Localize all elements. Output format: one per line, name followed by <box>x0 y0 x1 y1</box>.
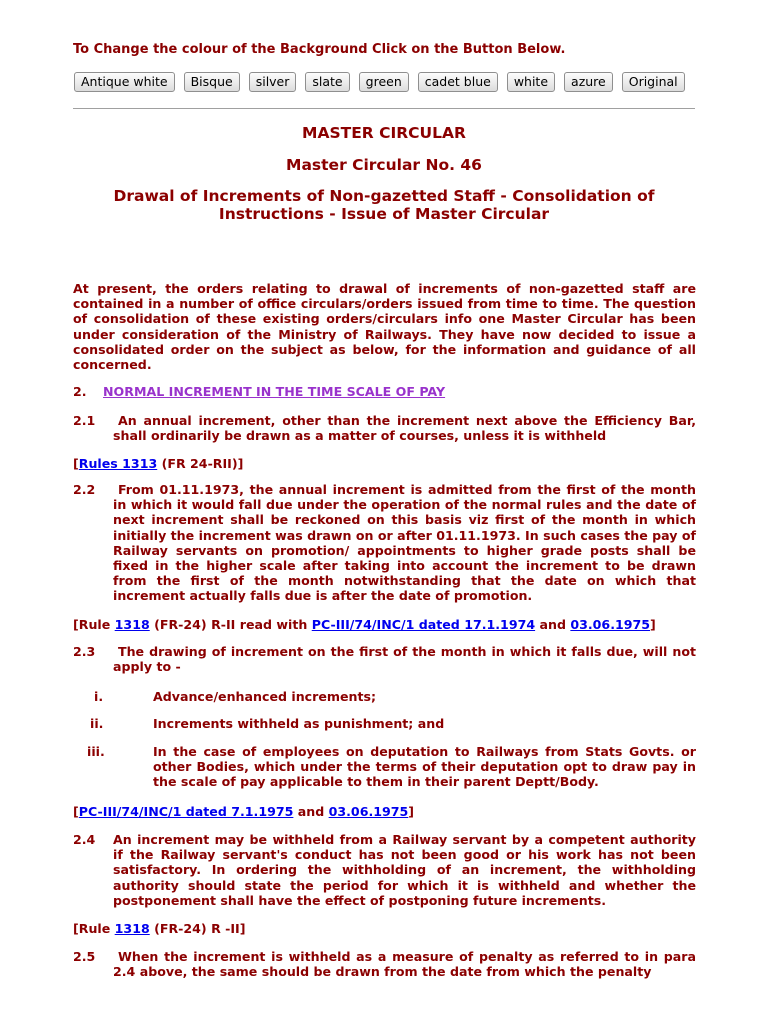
cadet-blue-button[interactable]: cadet blue <box>418 72 498 92</box>
pc-7-1-1975-link[interactable]: PC-III/74/INC/1 dated 7.1.1975 <box>78 804 294 819</box>
rules-1313-link[interactable]: Rules 1313 <box>78 456 158 471</box>
background-instruction: To Change the colour of the Background Click on the Button Below. <box>73 42 566 57</box>
list-item-withheld-increments: Increments withheld as punishment; and <box>153 716 445 731</box>
para-2-1-text: An annual increment, other than the increment next above the Efficiency Bar, shall ordinarily be drawn as a matter of courses, unless it is withheld <box>113 413 696 444</box>
ref-suffix: (FR 24-RII)] <box>157 456 244 471</box>
divider <box>73 108 695 109</box>
silver-button[interactable]: silver <box>249 72 297 92</box>
para-2-5-number: 2.5 <box>73 949 96 964</box>
antique-white-button[interactable]: Antique white <box>74 72 175 92</box>
ref-close: ] <box>408 804 415 819</box>
bracket: [ <box>73 456 79 471</box>
list-marker-ii: ii. <box>90 716 104 731</box>
white-button[interactable]: white <box>507 72 555 92</box>
rule-1318-link[interactable]: 1318 <box>114 617 150 632</box>
ref-and: and <box>293 804 329 819</box>
bisque-button[interactable]: Bisque <box>184 72 240 92</box>
ref-suffix: (FR-24) R -II] <box>149 921 246 936</box>
background-color-buttons <box>74 72 694 92</box>
pc-17-1-1974-link[interactable]: PC-III/74/INC/1 dated 17.1.1974 <box>311 617 536 632</box>
para-2-2-number: 2.2 <box>73 482 96 497</box>
section-number: 2. <box>73 384 87 399</box>
para-2-3-text: The drawing of increment on the first of the month in which it falls due, will not apply to - <box>113 644 696 675</box>
ref-prefix: [Rule <box>73 921 115 936</box>
date-03-06-1975-link[interactable]: 03.06.1975 <box>328 804 409 819</box>
slate-button[interactable]: slate <box>305 72 349 92</box>
bracket: [ <box>73 804 79 819</box>
reference-rule-1318-pc <box>73 617 656 632</box>
circular-number: Master Circular No. 46 <box>286 156 482 174</box>
reference-rule-1318 <box>73 921 246 936</box>
list-item-advance-increments: Advance/enhanced increments; <box>153 689 377 704</box>
green-button[interactable]: green <box>359 72 409 92</box>
reference-rules-1313 <box>73 456 243 471</box>
page-title: MASTER CIRCULAR <box>302 124 466 142</box>
list-item-deputation: In the case of employees on deputation to Railways from Stats Govts. or other Bodies, which under the terms of their deputation opt to draw pay in the scale of pay applicable to them in their parent Deptt/Body. <box>153 744 696 790</box>
para-2-2-text: From 01.11.1973, the annual increment is admitted from the first of the month in which it would fall due under the operation of the normal rules and the date of next increment shall be reckoned on this basis viz first of the month in which initially the increment was drawn on or after 01.11.1973. In such cases the pay of Railway servants on promotion/ appointments to higher grade posts shall be fixed in the higher scale after taking into account the increment to be drawn from the first of the month notwithstanding that the date on which that increment actually falls due is after the date of promotion. <box>113 482 697 604</box>
para-2-1-number: 2.1 <box>73 413 96 428</box>
section-heading: NORMAL INCREMENT IN THE TIME SCALE OF PAY <box>103 384 446 399</box>
list-marker-iii: iii. <box>87 744 105 759</box>
ref-prefix: [Rule <box>73 617 115 632</box>
circular-subject: Drawal of Increments of Non-gazetted Staff - Consolidation of Instructions - Issue of Master Circular <box>113 187 655 223</box>
intro-paragraph: At present, the orders relating to drawal of increments of non-gazetted staff are contained in a number of office circulars/orders issued from time to time. The question of consolidation of these existing orders/circulars info one Master Circular has been under consideration of the Ministry of Railways. They have now decided to issue a consolidated order on the subject as below, for the information and guidance of all concerned. <box>73 281 696 373</box>
list-marker-i: i. <box>94 689 104 704</box>
azure-button[interactable]: azure <box>564 72 613 92</box>
ref-close: ] <box>650 617 656 632</box>
para-2-5-text: When the increment is withheld as a measure of penalty as referred to in para 2.4 above, the same should be drawn from the date from which the penalty <box>113 949 696 980</box>
reference-pc-7-1-1975 <box>73 804 414 819</box>
ref-mid: (FR-24) R-II read with <box>149 617 312 632</box>
para-2-3-number: 2.3 <box>73 644 96 659</box>
para-2-4-text: An increment may be withheld from a Railway servant by a competent authority if the Railway servant's conduct has not been good or his work has not been satisfactory. In ordering the withholding of an increment, the withholding authority should state the period for which it is withheld and whether the postponement shall have the effect of postponing future increments. <box>113 832 696 908</box>
original-button[interactable]: Original <box>622 72 685 92</box>
rule-1318-link[interactable]: 1318 <box>114 921 150 936</box>
date-03-06-1975-link[interactable]: 03.06.1975 <box>570 617 651 632</box>
ref-and: and <box>535 617 571 632</box>
para-2-4-number: 2.4 <box>73 832 96 847</box>
